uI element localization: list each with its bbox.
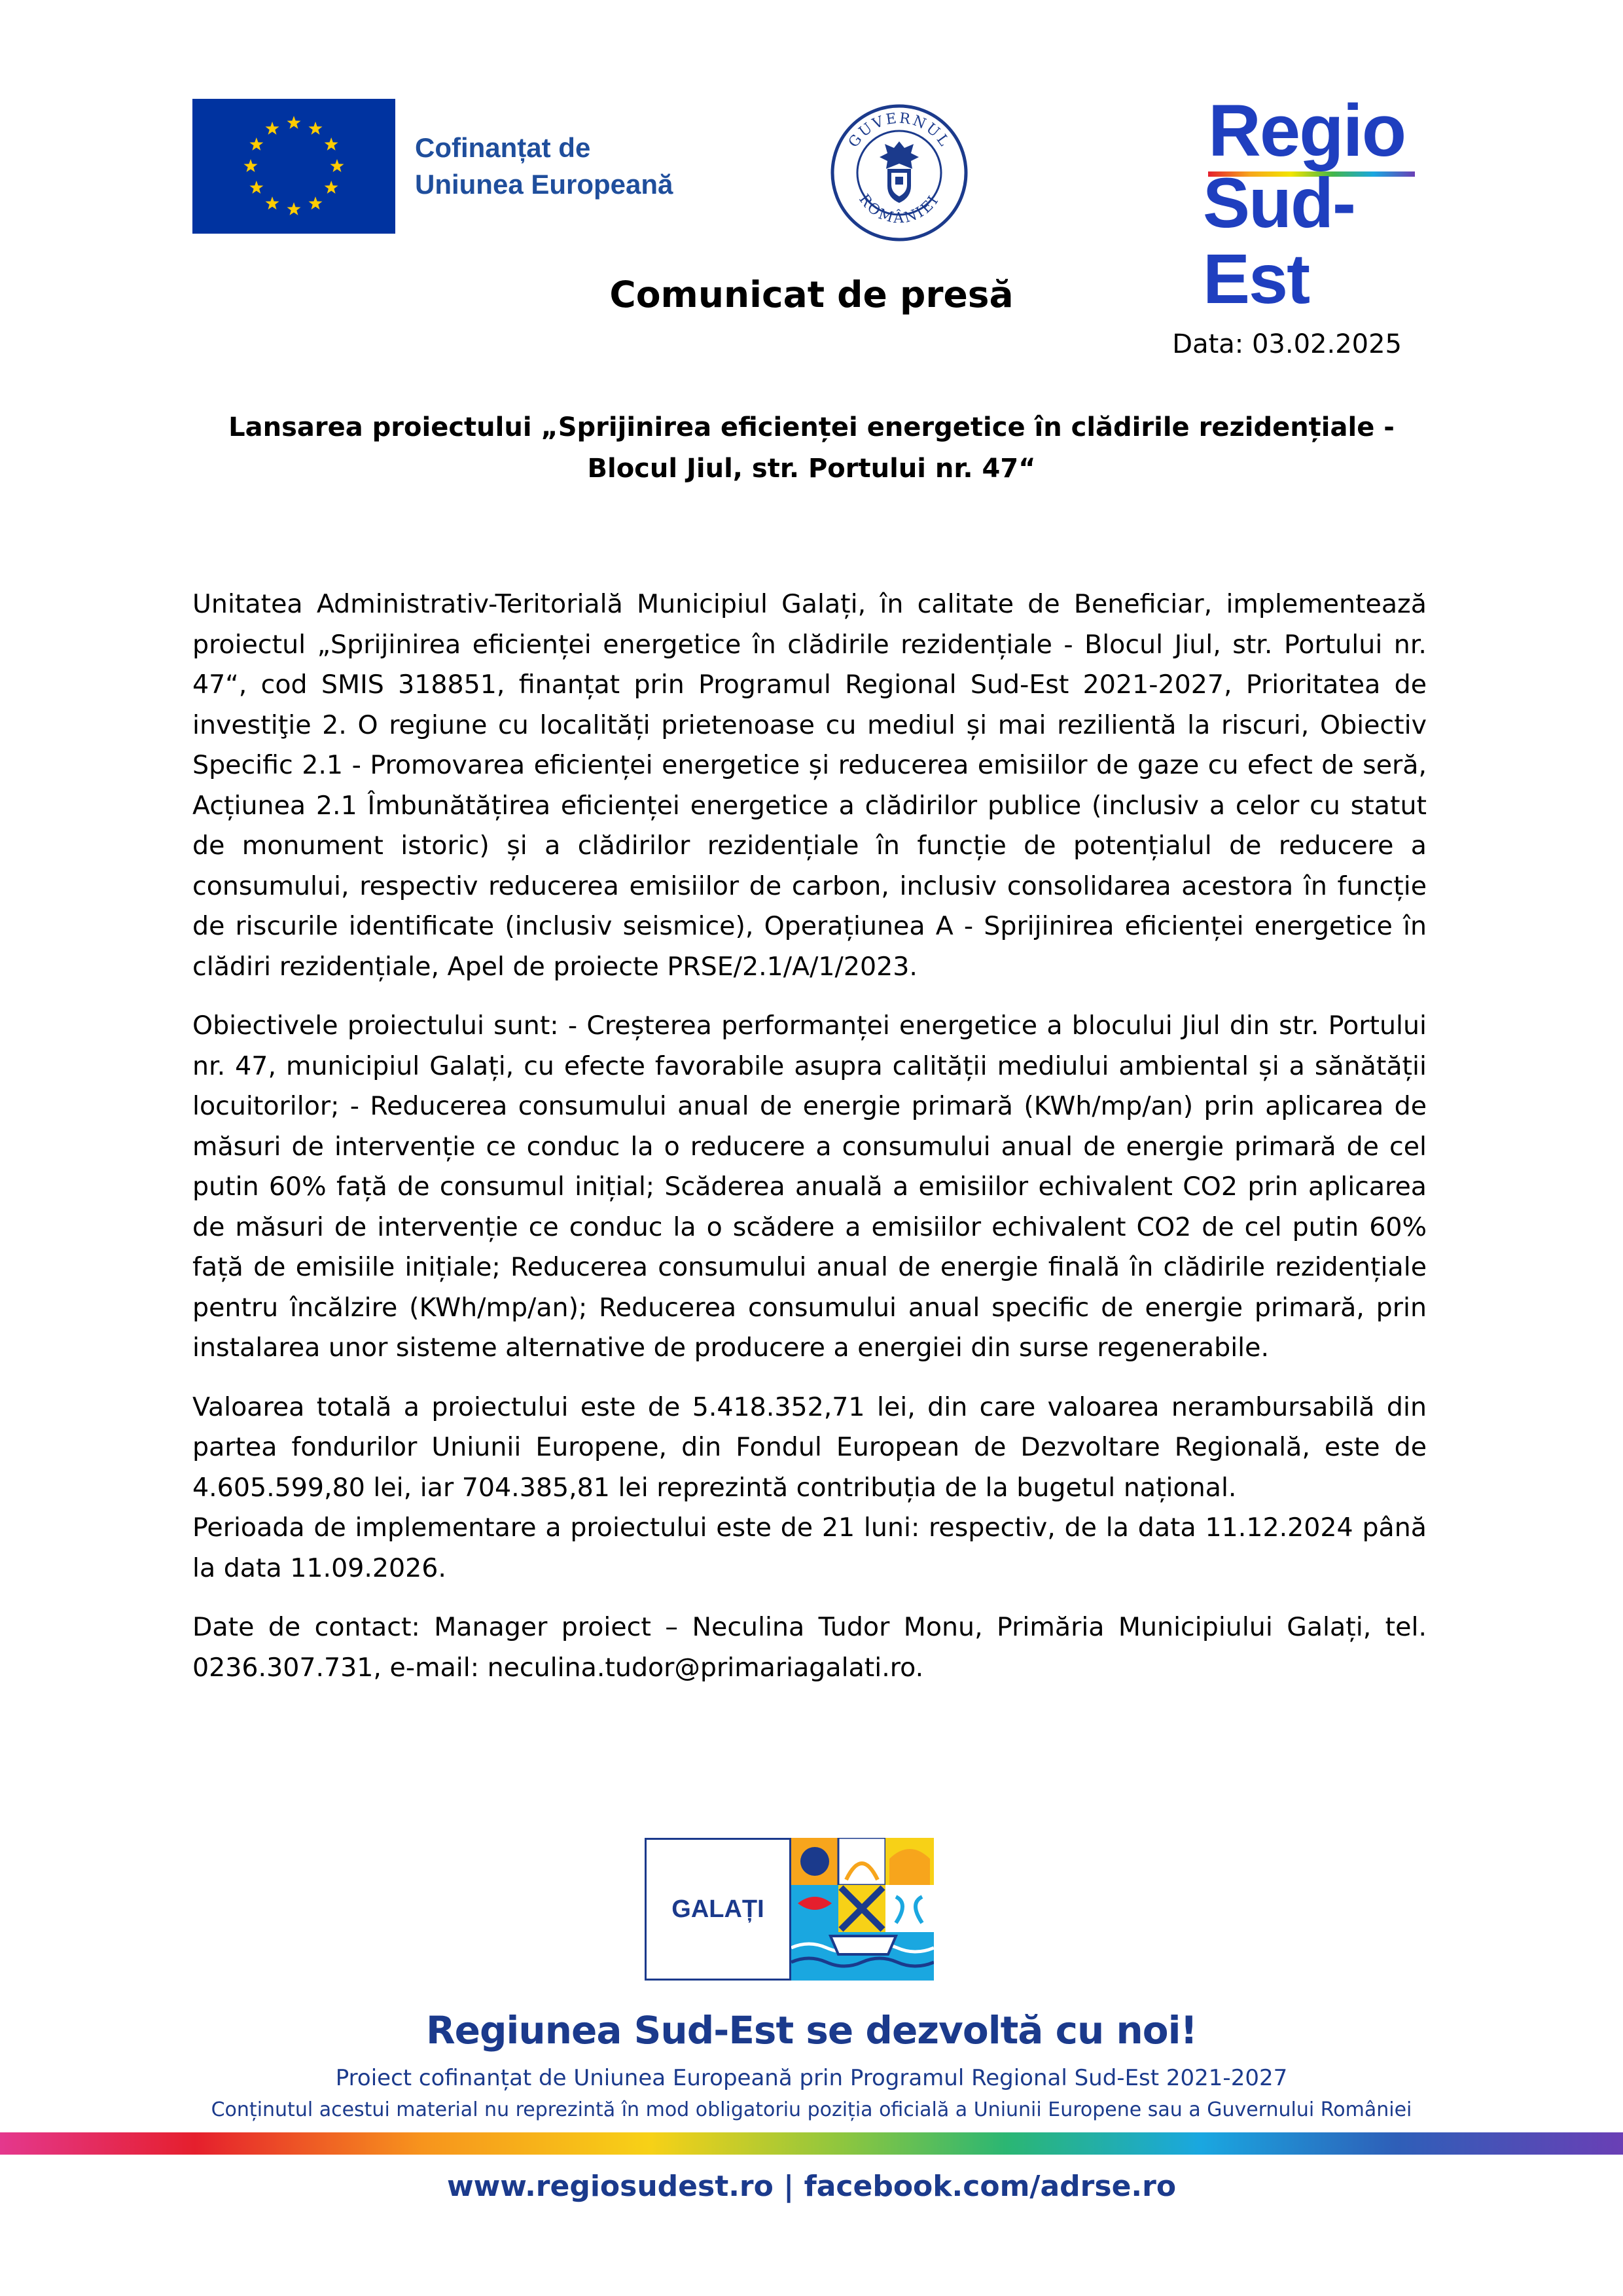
seal-text-bottom: ROMÂNIEI	[855, 191, 943, 227]
eu-stars-icon	[192, 99, 395, 234]
eu-star-icon	[266, 122, 279, 135]
eu-star-icon	[287, 116, 301, 129]
paragraph-contact: Date de contact: Manager proiect – Neculina Tudor Monu, Primăria Municipiului Galați, tel. 0236.307.731, e-mail: neculina.tudor@primariagalati.ro.	[192, 1612, 1427, 1683]
eu-star-icon	[249, 181, 263, 194]
eu-star-icon	[266, 196, 279, 209]
footer-links[interactable]: www.regiosudest.ro | facebook.com/adrse.ro	[446, 2170, 1177, 2203]
project-title	[192, 407, 1431, 490]
eu-logo-line1: Cofinanțat de	[415, 132, 591, 163]
eu-star-icon	[330, 159, 344, 172]
eu-logo-text	[415, 130, 673, 203]
paragraph-value: Valoarea totală a proiectului este de 5.418.352,71 lei, din care valoarea nerambursabilă din partea fondurilor Uniunii Europene, din Fondul European de Dezvoltare Regională, este de 4.605.599,80 lei, iar 704.385,81 lei reprezintă contribuția de la bugetul național.	[192, 1391, 1427, 1503]
paragraph-objectives: Obiectivele proiectului sunt: - Creșterea performanței energetice a blocului Jiul din str. Portului nr. 47, municipiul Galați, cu efecte favorabile asupra calității mediului ambiental și a sănătății locuitorilor; - Reducerea consumului anual de energie primară (KWh/mp/an) prin aplicarea de măsuri de intervenție ce conduc la o reducere a consumului anual de energie primară de cel putin 60% față de consumul inițial; Scăderea anuală a emisiilor echivalent CO2 prin aplicarea de măsuri de intervenție ce conduc la o scădere a emisiilor echivalent CO2 de cel putin 60% față de emisiile inițiale; Reducerea consumului anual de energie finală în clădirile rezidențiale pentru încălzire (KWh/mp/an); Reducerea consumului anual specific de energie primară, prin instalarea unor sisteme alternative de producere a energiei din surse regenerabile.	[192, 1011, 1427, 1363]
release-date: Data: 03.02.2025	[1172, 329, 1402, 359]
press-release-body	[192, 584, 1427, 1707]
rainbow-divider	[0, 2132, 1623, 2155]
eu-star-icon	[287, 202, 301, 215]
project-title-line2: Blocul Jiul, str. Portului nr. 47“	[587, 454, 1036, 484]
eu-logo-line2: Uniunea Europeană	[415, 169, 673, 200]
eu-star-icon	[325, 137, 338, 151]
eu-star-icon	[309, 196, 323, 209]
galati-city-logo	[645, 1838, 934, 1981]
guvernul-romaniei-seal-icon	[830, 103, 969, 242]
galati-mosaic-icon	[791, 1838, 934, 1981]
seal-text-top: GUVERNUL	[845, 110, 954, 151]
eu-star-icon	[325, 181, 338, 194]
regio-logo-line1: Regio	[1208, 90, 1406, 171]
regio-sud-est-logo	[1203, 90, 1425, 318]
disclaimer: Conținutul acestui material nu reprezintă în mod obligatoriu poziția oficială a Uniunii Europene sau a Guvernului României	[211, 2098, 1412, 2121]
page-title: Comunicat de presă	[609, 274, 1014, 315]
paragraph-period: Perioada de implementare a proiectului este de 21 luni: respectiv, de la data 11.12.2024 până la data 11.09.2026.	[192, 1513, 1427, 1583]
region-slogan: Regiunea Sud-Est se dezvoltă cu noi!	[426, 2008, 1197, 2053]
eu-flag-icon	[192, 99, 395, 234]
regio-logo-line2: Sud-Est	[1203, 163, 1355, 318]
eu-cofinanced-logo	[192, 99, 673, 234]
eu-star-icon	[249, 137, 263, 151]
project-title-line1: Lansarea proiectului „Sprijinirea eficienței energetice în clădirile rezidențiale -	[228, 412, 1395, 442]
paragraph-beneficiary: Unitatea Administrativ-Teritorială Municipiul Galați, în calitate de Beneficiar, implementează proiectul „Sprijinirea eficienței energetice în clădirile rezidențiale - Blocul Jiul, str. Portului nr. 47“, cod SMIS 318851, finanțat prin Programul Regional Sud-Est 2021-2027, Prioritatea de investiţie 2. O regiune cu localități prietenoase cu mediul și mai rezilientă la riscuri, Obiectiv Specific 2.1 - Promovarea eficienței energetice și reducerea emisiilor de gaze cu efect de seră, Acțiunea 2.1 Îmbunătățirea eficienței energetice a clădirilor publice (inclusiv a celor cu statut de monument istoric) și a clădirilor rezidențiale în funcție de potențialul de reducere a consumului, respectiv reducerea emisiilor de carbon, inclusiv consolidarea acestora în funcție de riscurile identificate (inclusiv seismice), Operațiunea A - Sprijinirea eficienței energetice în clădiri rezidențiale, Apel de proiecte PRSE/2.1/A/1/2023.	[192, 589, 1427, 982]
eu-star-icon	[244, 159, 258, 172]
cofinancing-notice: Proiect cofinanțat de Uniunea Europeană prin Programul Regional Sud-Est 2021-2027	[335, 2065, 1288, 2091]
galati-label: GALAȚI	[645, 1838, 791, 1981]
eu-star-icon	[309, 122, 323, 135]
